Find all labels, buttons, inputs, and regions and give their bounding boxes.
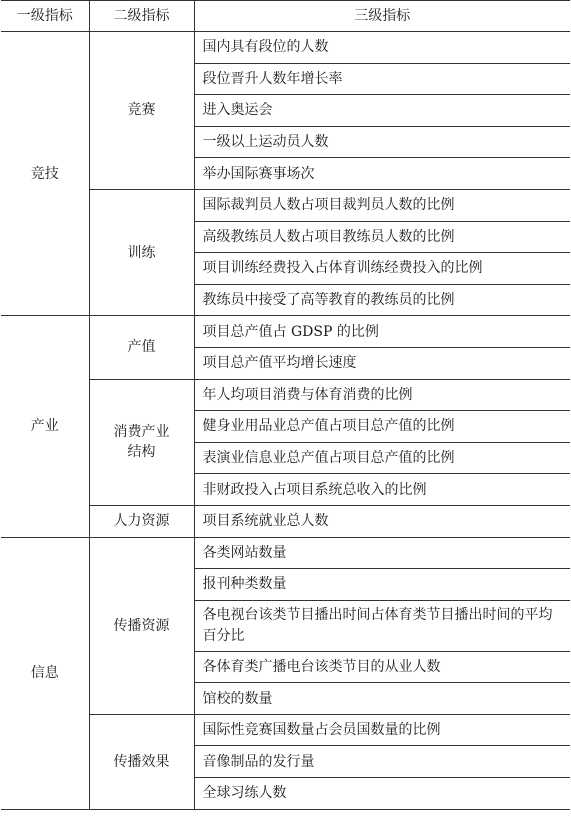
- level3-cell: 项目总产值占 GDSP 的比例: [194, 316, 570, 348]
- indicator-table: [1, 0, 570, 810]
- level1-cell: 竞技: [1, 32, 89, 316]
- level3-cell: 教练员中接受了高等教育的教练员的比例: [194, 284, 570, 316]
- level3-cell: 高级教练员人数占项目教练员人数的比例: [194, 221, 570, 253]
- level3-cell: 进入奥运会: [194, 95, 570, 127]
- table-header: [1, 1, 570, 32]
- level3-cell: 国际性竞赛国数量占会员国数量的比例: [194, 714, 570, 746]
- header-level3: 三级指标: [194, 1, 570, 32]
- level3-cell: 举办国际赛事场次: [194, 158, 570, 190]
- level3-cell: 年人均项目消费与体育消费的比例: [194, 379, 570, 411]
- level2-cell: 人力资源: [89, 505, 194, 537]
- level2-label-line2: 结构: [127, 444, 156, 461]
- level3-cell: 报刊种类数量: [194, 569, 570, 601]
- header-level1: 一级指标: [1, 1, 89, 32]
- level2-cell: 竞赛: [89, 32, 194, 190]
- level3-cell: 项目训练经费投入占体育训练经费投入的比例: [194, 253, 570, 285]
- level1-cell: 信息: [1, 537, 89, 809]
- level3-cell: 国际裁判员人数占项目裁判员人数的比例: [194, 189, 570, 221]
- level3-cell: 各电视台该类节目播出时间占体育类节目播出时间的平均百分比: [194, 600, 570, 651]
- table-row: [1, 316, 570, 348]
- level3-cell: 全球习练人数: [194, 778, 570, 810]
- level2-cell: 传播效果: [89, 714, 194, 809]
- table-row: [1, 32, 570, 64]
- level2-label-line1: 消费产业: [113, 424, 170, 441]
- level3-cell: 非财政投入占项目系统总收入的比例: [194, 474, 570, 506]
- level3-cell: 各类网站数量: [194, 537, 570, 569]
- level3-cell: 项目系统就业总人数: [194, 505, 570, 537]
- level1-cell: 产业: [1, 316, 89, 537]
- level3-cell: 国内具有段位的人数: [194, 32, 570, 64]
- table-row: [1, 537, 570, 569]
- level3-cell: 项目总产值平均增长速度: [194, 347, 570, 379]
- level2-cell: 传播资源: [89, 537, 194, 714]
- level3-cell: 表演业信息业总产值占项目总产值的比例: [194, 442, 570, 474]
- header-level2: 二级指标: [89, 1, 194, 32]
- level2-cell: 产值: [89, 316, 194, 379]
- level2-cell: 训练: [89, 189, 194, 315]
- level3-cell: 段位晋升人数年增长率: [194, 63, 570, 95]
- level3-cell: 馆校的数量: [194, 683, 570, 715]
- level3-cell: 各体育类广播电台该类节目的从业人数: [194, 651, 570, 683]
- level3-cell: 音像制品的发行量: [194, 746, 570, 778]
- table-body: [1, 32, 570, 810]
- level2-cell: [89, 379, 194, 505]
- level3-cell: 一级以上运动员人数: [194, 126, 570, 158]
- level3-cell: 健身业用品业总产值占项目总产值的比例: [194, 411, 570, 443]
